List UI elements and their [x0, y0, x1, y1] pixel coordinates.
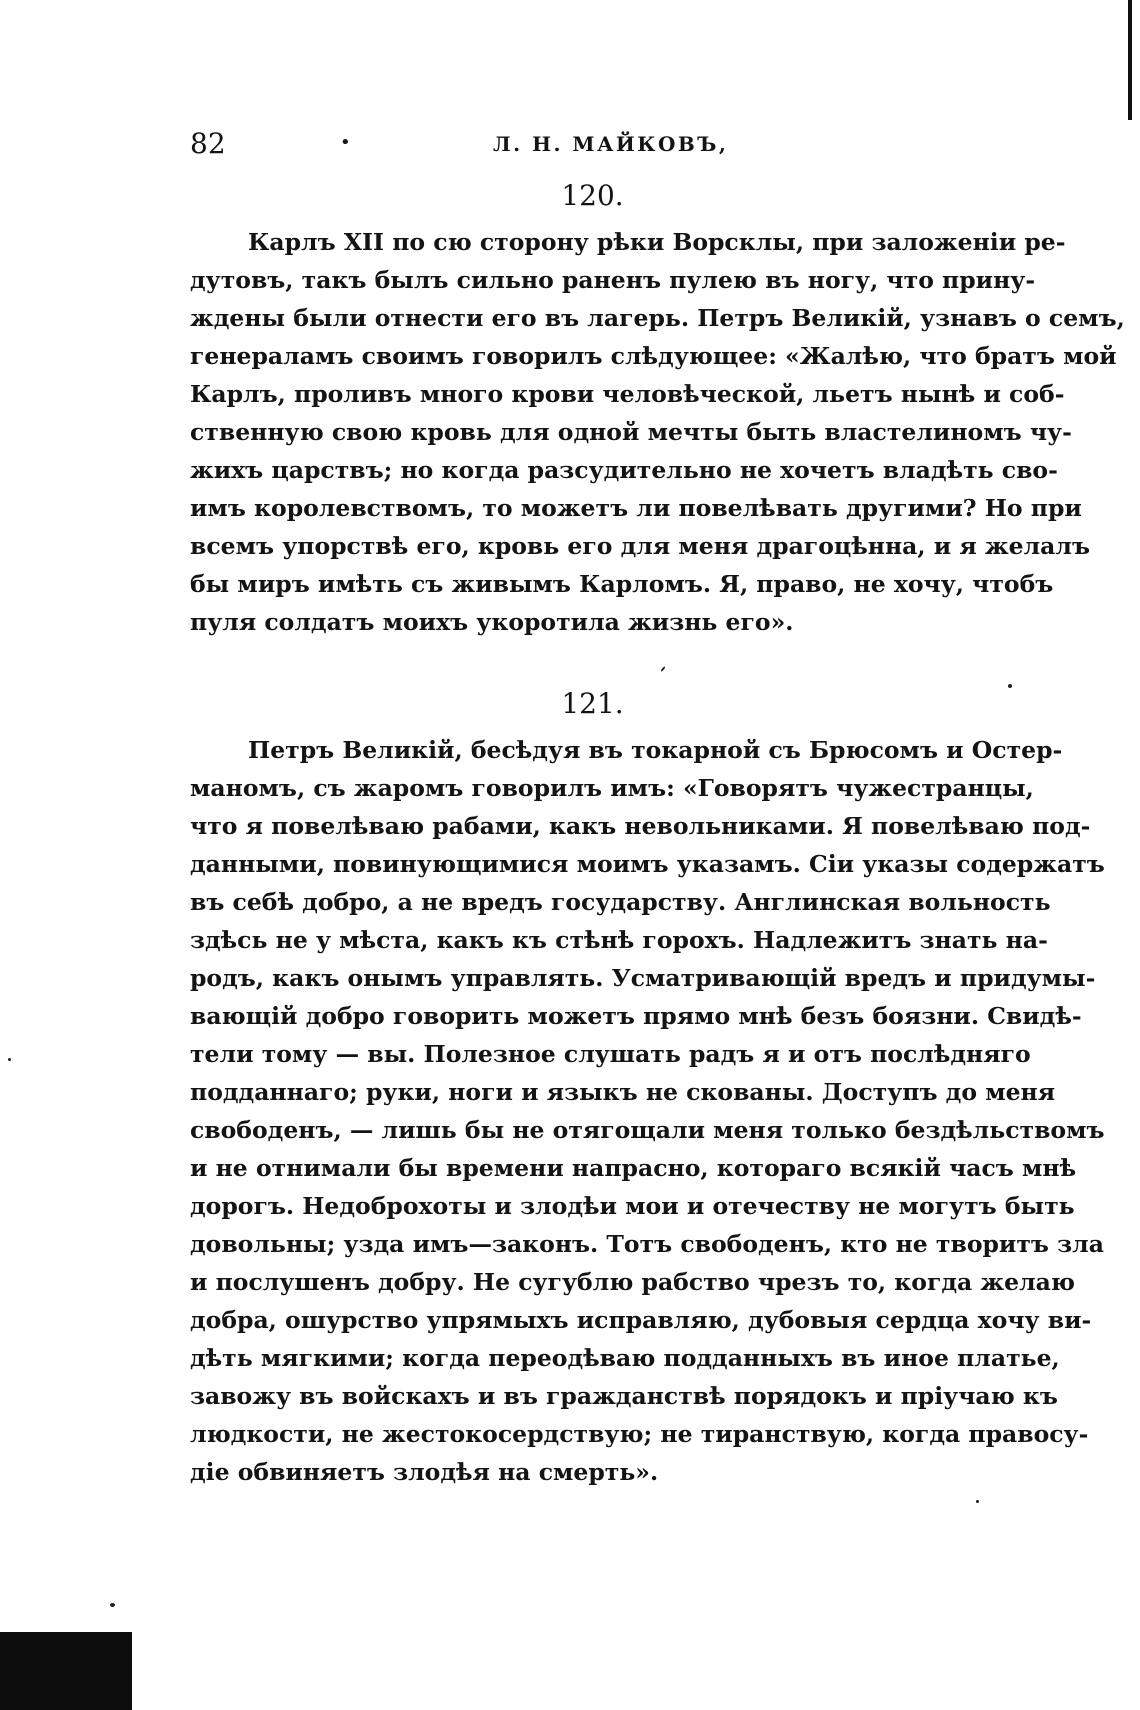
text-line: свободенъ, — лишь бы не отягощали меня только бездѣльствомъ	[190, 1116, 1105, 1144]
text-line: ственную свою кровь для одной мечты быть властелиномъ чу-	[190, 418, 1072, 446]
text-line: что я повелѣваю рабами, какъ невольниками. Я повелѣваю под-	[190, 812, 1091, 840]
text-line: бы миръ имѣть съ живымъ Карломъ. Я, право, не хочу, чтобъ	[190, 570, 1054, 598]
text-line: данными, повинующимися моимъ указамъ. Сiи указы содержатъ	[190, 850, 1105, 878]
text-line: всемъ упорствѣ его, кровь его для меня драгоцѣнна, и я желалъ	[190, 532, 1090, 560]
scan-speck	[976, 1500, 979, 1503]
entry-120-number: 120.	[561, 179, 624, 212]
text-line: Карлъ XII по сю сторону рѣки Ворсклы, при заложенiи ре-	[248, 228, 1066, 256]
text-line: пуля солдатъ моихъ укоротила жизнь его».	[190, 608, 794, 636]
text-line: имъ королевствомъ, то можетъ ли повелѣвать другими? Но при	[190, 494, 1082, 522]
running-head: Л. Н. МАЙКОВЪ,	[493, 132, 729, 156]
text-line: и послушенъ добру. Не сугублю рабство чрезъ то, когда желаю	[190, 1268, 1075, 1296]
text-line: дiе обвиняетъ злодѣя на смерть».	[190, 1458, 659, 1486]
entry-120-text	[190, 223, 1125, 641]
scan-speck	[8, 1058, 11, 1061]
text-line: родъ, какъ онымъ управлять. Усматривающiй вредъ и придумы-	[190, 964, 1096, 992]
text-line: завожу въ войскахъ и въ гражданствѣ порядокъ и прiучаю къ	[190, 1382, 1058, 1410]
scan-edge-blot	[0, 1632, 132, 1710]
text-line: въ себѣ добро, а не вредъ государству. Англинская вольность	[190, 888, 1051, 916]
text-line: дорогъ. Недоброхоты и злодѣи мои и отечеству не могутъ быть	[190, 1192, 1075, 1220]
text-line: Карлъ, проливъ много крови человѣческой, льетъ нынѣ и соб-	[190, 380, 1065, 408]
text-line: вающiй добро говорить можетъ прямо мнѣ безъ боязни. Свидѣ-	[190, 1002, 1082, 1030]
page-number: 82	[190, 127, 226, 160]
scan-speck	[1008, 684, 1012, 688]
text-line: дутовъ, такъ былъ сильно раненъ пулею въ ногу, что прину-	[190, 266, 1036, 294]
scan-speck	[660, 666, 665, 672]
header-dot: •	[340, 132, 351, 153]
text-line: людкости, не жестокосердствую; не тиранствую, когда правосу-	[190, 1420, 1089, 1448]
text-line: подданнаго; руки, ноги и языкъ не скованы. Доступъ до меня	[190, 1078, 1056, 1106]
entry-121-number: 121.	[561, 687, 624, 720]
scan-speck	[110, 1603, 115, 1607]
text-line: тели тому — вы. Полезное слушать радъ я и отъ послѣдняго	[190, 1040, 1031, 1068]
text-line: ждены были отнести его въ лагерь. Петръ Великiй, узнавъ о семъ,	[190, 304, 1125, 332]
text-line: Петръ Великiй, бесѣдуя въ токарной съ Брюсомъ и Остер-	[248, 736, 1063, 764]
text-line: жихъ царствъ; но когда разсудительно не хочетъ владѣть сво-	[190, 456, 1058, 484]
text-line: довольны; узда имъ—законъ. Тотъ свободенъ, кто не творитъ зла	[190, 1230, 1104, 1258]
text-line: и не отнимали бы времени напрасно, котораго всякiй часъ мнѣ	[190, 1154, 1077, 1182]
entry-121-text	[190, 731, 1105, 1491]
text-line: генераламъ своимъ говорилъ слѣдующее: «Жалѣю, что братъ мой	[190, 342, 1117, 370]
text-line: маномъ, съ жаромъ говорилъ имъ: «Говорятъ чужестранцы,	[190, 774, 1034, 802]
page-edge-rule	[1128, 0, 1132, 120]
page-header	[190, 124, 995, 164]
text-line: добра, ошурство упрямыхъ исправляю, дубовыя сердца хочу ви-	[190, 1306, 1092, 1334]
text-line: дѣть мягкими; когда переодѣваю подданныхъ въ иное платье,	[190, 1344, 1060, 1372]
text-line: здѣсь не у мѣста, какъ къ стѣнѣ горохъ. Надлежитъ знать на-	[190, 926, 1048, 954]
